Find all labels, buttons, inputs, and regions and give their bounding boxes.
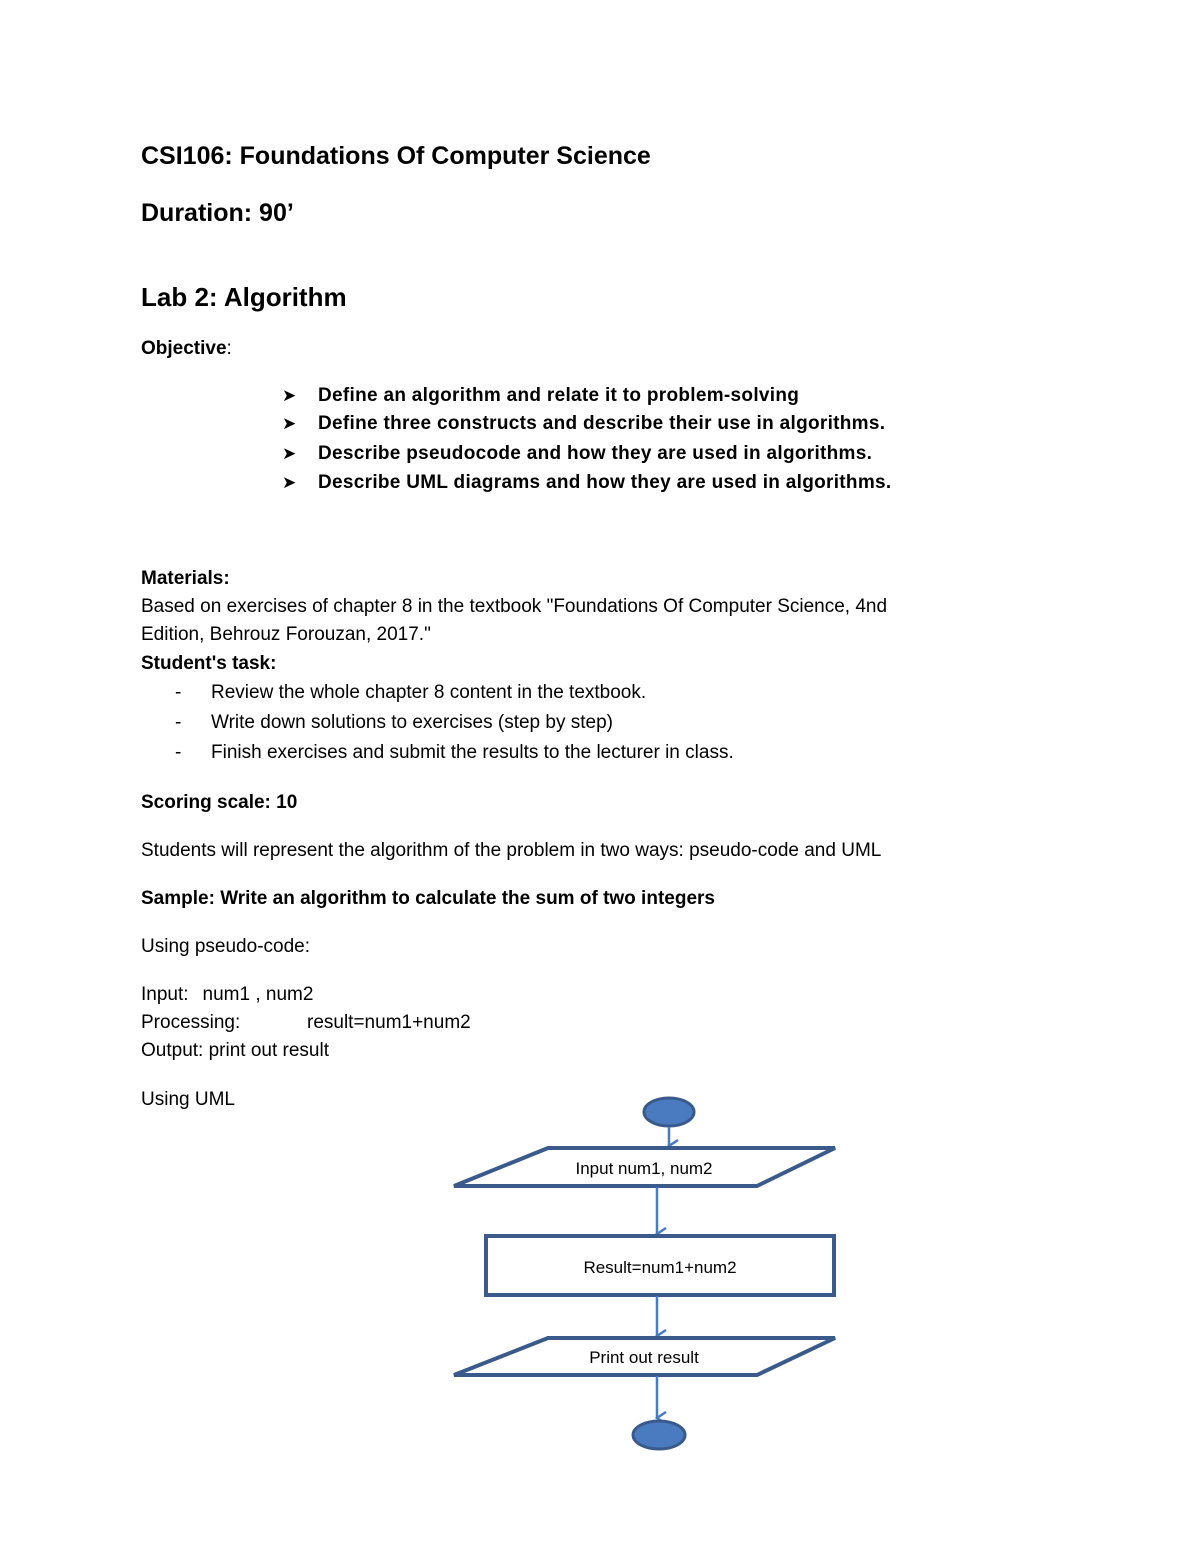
duration: Duration: 90’ — [141, 199, 294, 227]
dash-bullet: - — [175, 682, 182, 703]
sample-title: Sample: Write an algorithm to calculate the sum of two integers — [141, 888, 715, 909]
student-task-label: Student's task: — [141, 653, 277, 674]
objective-item-text: Define an algorithm and relate it to problem-solving — [318, 385, 800, 406]
course-title: CSI106: Foundations Of Computer Science — [141, 142, 651, 170]
arrow-bullet-icon: ➤ — [282, 386, 297, 405]
processing-label: Processing: — [141, 1012, 241, 1033]
input-label: Input: — [141, 984, 189, 1005]
arrow-bullet-icon: ➤ — [282, 414, 297, 433]
processing-value: result=num1+num2 — [307, 1012, 471, 1033]
task-item-text: Write down solutions to exercises (step by step) — [211, 712, 613, 733]
arrow-bullet-icon: ➤ — [282, 444, 297, 463]
materials-label: Materials: — [141, 568, 230, 589]
objective-label: Objective — [141, 338, 227, 359]
task-item-text: Finish exercises and submit the results to the lecturer in class. — [211, 742, 734, 763]
start-terminal — [644, 1098, 694, 1126]
objective-item-text: Describe UML diagrams and how they are used in algorithms. — [318, 472, 892, 493]
pseudo-output-line: Output: print out result — [141, 1040, 329, 1061]
dash-bullet: - — [175, 712, 182, 733]
dash-bullet: - — [175, 742, 182, 763]
objective-colon: : — [226, 338, 232, 359]
uml-heading: Using UML — [141, 1089, 235, 1110]
arrow-bullet-icon: ➤ — [282, 473, 297, 492]
materials-line-1: Based on exercises of chapter 8 in the textbook "Foundations Of Computer Science, 4nd — [141, 596, 888, 617]
end-terminal — [633, 1421, 685, 1449]
input-value: num1 , num2 — [202, 984, 314, 1005]
task-item-text: Review the whole chapter 8 content in the textbook. — [211, 682, 647, 703]
lab-title: Lab 2: Algorithm — [141, 282, 347, 312]
materials-line-2: Edition, Behrouz Forouzan, 2017." — [141, 624, 431, 645]
represent-text: Students will represent the algorithm of the problem in two ways: pseudo-code and UML — [141, 840, 882, 861]
process-box-label: Result=num1+num2 — [583, 1258, 737, 1277]
objective-item-text: Describe pseudocode and how they are used in algorithms. — [318, 443, 873, 464]
scoring-scale: Scoring scale: 10 — [141, 792, 298, 813]
input-box-label: Input num1, num2 — [575, 1159, 713, 1178]
pseudo-code-heading: Using pseudo-code: — [141, 936, 310, 957]
objective-item-text: Define three constructs and describe their use in algorithms. — [318, 413, 886, 434]
output-box-label: Print out result — [589, 1348, 699, 1367]
